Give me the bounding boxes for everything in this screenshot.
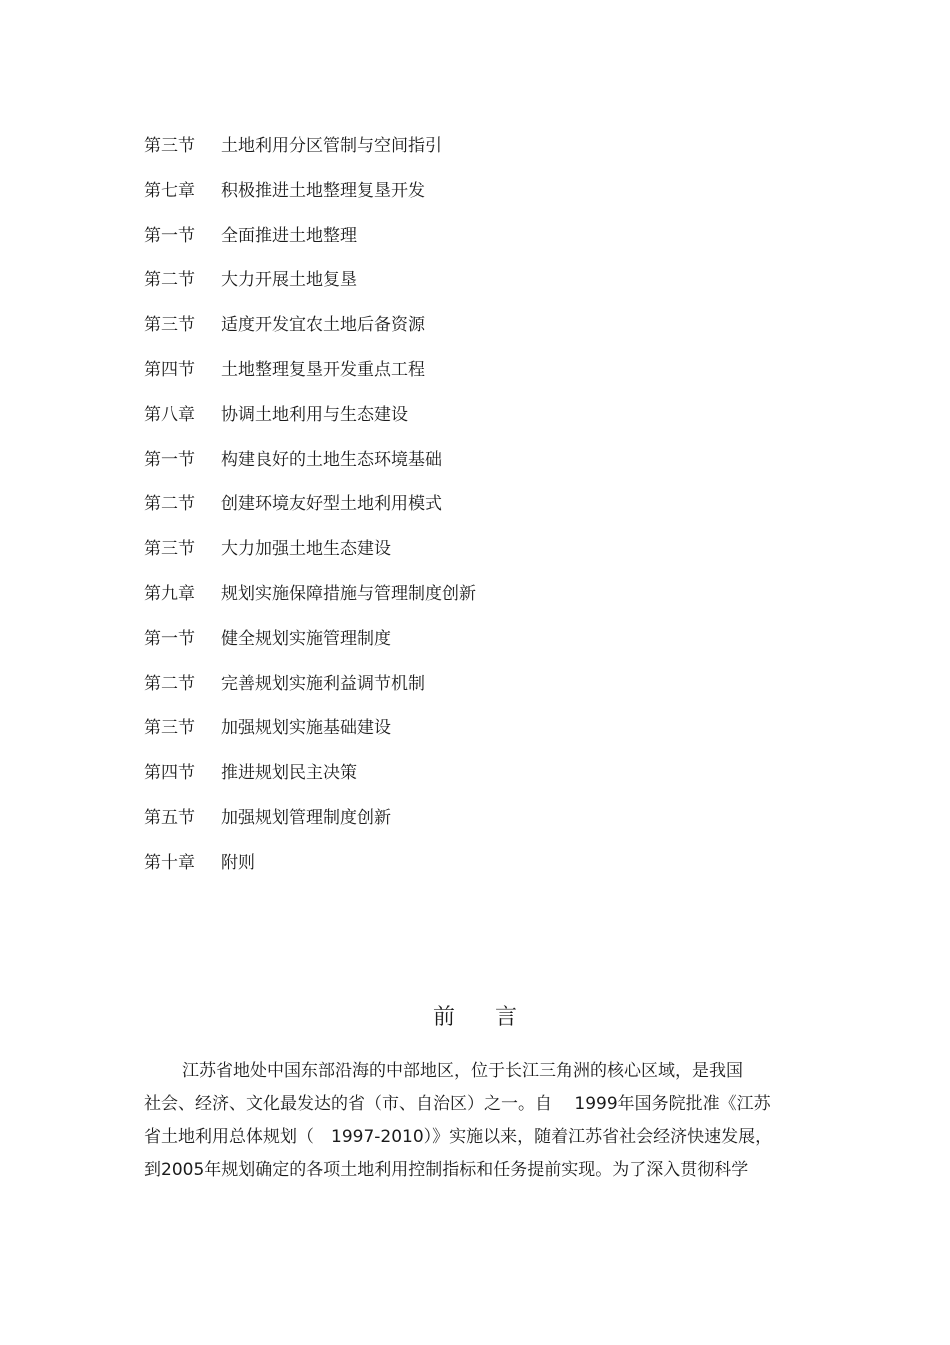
toc-entry-title: 推进规划民主决策 xyxy=(221,763,357,784)
paragraph-line: 江苏省地处中国东部沿海的中部地区，位于长江三角洲的核心区域，是我国 xyxy=(182,1061,743,1081)
toc-entry-title: 土地利用分区管制与空间指引 xyxy=(221,136,442,156)
toc-entry-number: 第三节 xyxy=(144,136,195,156)
toc-entry[interactable] xyxy=(144,710,476,755)
toc-entry[interactable] xyxy=(144,531,476,576)
toc-entry-number: 第八章 xyxy=(144,404,195,425)
toc-entry-title: 大力开展土地复垦 xyxy=(221,270,357,291)
preface-paragraph xyxy=(144,1055,824,1187)
toc-entry-title: 构建良好的土地生态环境基础 xyxy=(221,449,442,470)
paragraph-line: 到2005年规划确定的各项土地利用控制指标和任务提前实现。为了深入贯彻科学 xyxy=(144,1160,749,1180)
toc-entry[interactable] xyxy=(144,845,476,890)
toc-entry-number: 第一节 xyxy=(144,628,195,649)
toc-entry-title: 适度开发宜农土地后备资源 xyxy=(221,315,425,336)
toc-entry-number: 第二节 xyxy=(144,673,195,694)
toc-entry[interactable] xyxy=(144,307,476,352)
toc-entry-number: 第三节 xyxy=(144,539,195,560)
paragraph-line: 省土地利用总体规划（ 1997-2010）》实施以来，随着江苏省社会经济快速发展， xyxy=(144,1127,773,1147)
toc-entry-title: 大力加强土地生态建设 xyxy=(221,539,391,560)
toc-entry-title: 积极推进土地整理复垦开发 xyxy=(221,180,425,201)
toc-entry[interactable] xyxy=(144,218,476,263)
toc-entry-number: 第四节 xyxy=(144,763,195,784)
toc-entry-title: 加强规划实施基础建设 xyxy=(221,718,391,739)
toc-entry[interactable] xyxy=(144,576,476,621)
toc-entry[interactable] xyxy=(144,128,476,173)
toc-entry-number: 第七章 xyxy=(144,180,195,201)
toc-entry[interactable] xyxy=(144,397,476,442)
toc-entry-number: 第三节 xyxy=(144,315,195,336)
toc-entry-number: 第四节 xyxy=(144,359,195,380)
toc-entry-title: 规划实施保障措施与管理制度创新 xyxy=(221,583,476,604)
toc-entry-title: 全面推进土地整理 xyxy=(221,225,357,246)
toc-entry-number: 第一节 xyxy=(144,225,195,246)
toc-entry[interactable] xyxy=(144,442,476,487)
toc-entry-title: 健全规划实施管理制度 xyxy=(221,628,391,649)
toc-entry-number: 第一节 xyxy=(144,449,195,470)
toc-entry-title: 完善规划实施利益调节机制 xyxy=(221,673,425,694)
toc-entry-number: 第三节 xyxy=(144,718,195,739)
toc-entry[interactable] xyxy=(144,262,476,307)
toc-entry[interactable] xyxy=(144,755,476,800)
toc-entry-title: 土地整理复垦开发重点工程 xyxy=(221,359,425,380)
toc-entry-title: 附则 xyxy=(221,852,255,873)
toc-entry-number: 第二节 xyxy=(144,494,195,515)
toc-entry[interactable] xyxy=(144,352,476,397)
toc-entry[interactable] xyxy=(144,173,476,218)
toc-entry-title: 协调土地利用与生态建设 xyxy=(221,404,408,425)
toc-entry-number: 第二节 xyxy=(144,270,195,291)
toc-entry-number: 第十章 xyxy=(144,852,195,873)
toc-entry[interactable] xyxy=(144,621,476,666)
toc-entry[interactable] xyxy=(144,486,476,531)
preface-heading: 前言 xyxy=(432,1005,557,1030)
toc-entry[interactable] xyxy=(144,666,476,711)
toc-entry-title: 创建环境友好型土地利用模式 xyxy=(221,494,442,515)
toc-entry[interactable] xyxy=(144,800,476,845)
paragraph-line: 社会、经济、文化最发达的省（市、自治区）之一。自 1999年国务院批准《江苏 xyxy=(144,1094,771,1114)
toc-entry-number: 第五节 xyxy=(144,807,195,828)
table-of-contents xyxy=(144,128,476,890)
toc-entry-number: 第九章 xyxy=(144,583,195,604)
toc-entry-title: 加强规划管理制度创新 xyxy=(221,807,391,828)
